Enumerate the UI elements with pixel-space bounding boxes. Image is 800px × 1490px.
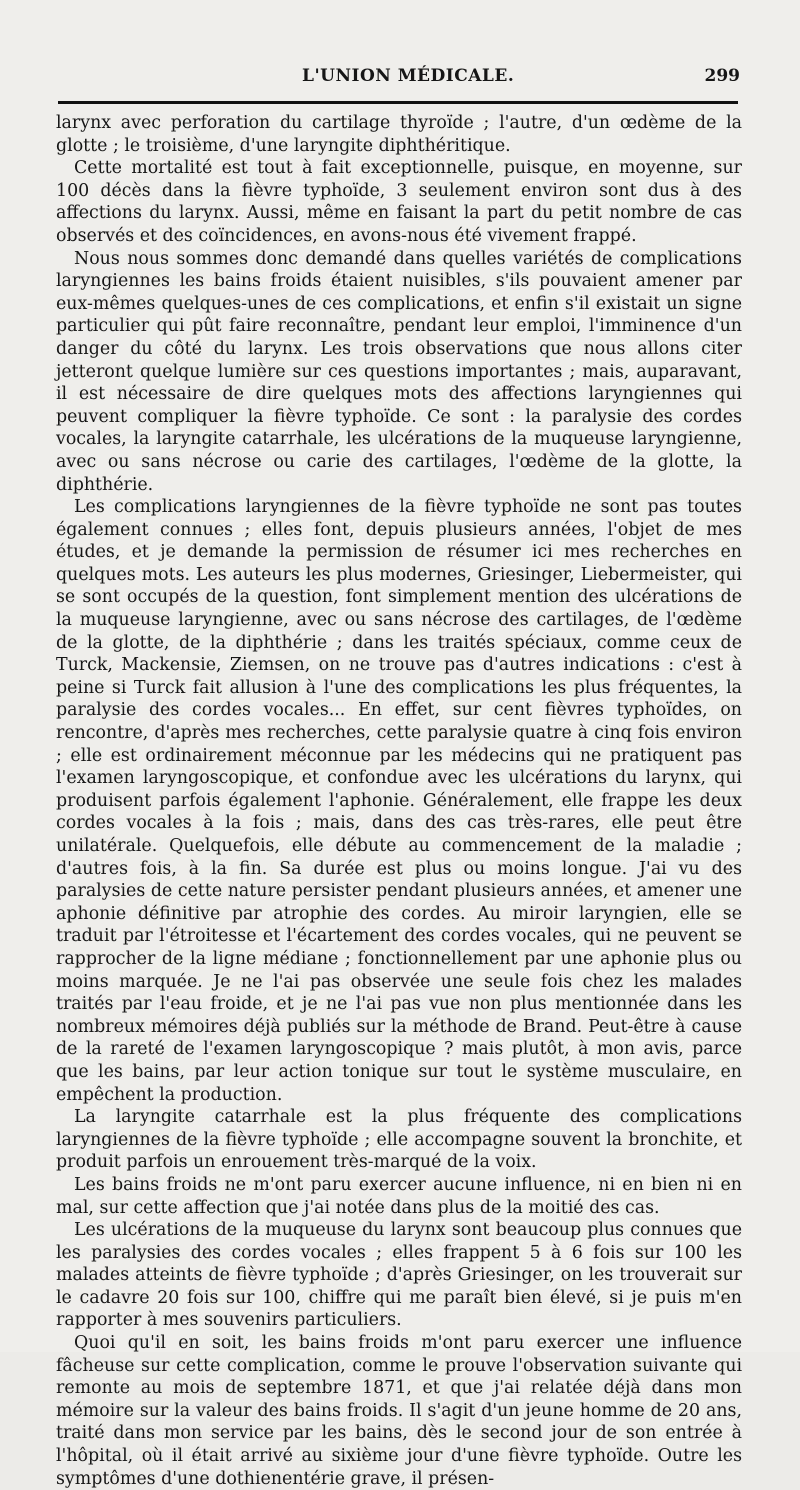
header-rule — [58, 101, 738, 104]
page-number: 299 — [704, 66, 740, 86]
paragraph: La laryngite catarrhale est la plus fréquente des complications laryngiennes de la fièvre typhoïde ; elle accompagne souvent la bronchite, et produit parfois un enrouement très-marqué de la voix. — [56, 1107, 742, 1173]
paragraph: Les bains froids ne m'ont paru exercer aucune influence, ni en bien ni en mal, sur cette affection que j'ai notée dans plus de la moitié des cas. — [56, 1174, 742, 1218]
paragraph: Les ulcérations de la muqueuse du larynx sont beaucoup plus connues que les paralysies des cordes vocales ; elles frappent 5 à 6 fois sur 100 les malades atteints de fièvre typhoïde ; d'après Griesinger, on les trouverait sur le cadavre 20 fois sur 100, chiffre qui me paraît bien élevé, si je puis m'en rapporter à mes souvenirs particuliers. — [56, 1220, 742, 1331]
paragraph: larynx avec perforation du cartilage thyroïde ; l'autre, d'un œdème de la glotte ; le troisième, d'une laryngite diphthéritique. — [56, 113, 742, 156]
paragraph: Quoi qu'il en soit, les bains froids m'ont paru exercer une influence fâcheuse sur cette complication, comme le prouve l'observation suivante qui remonte au mois de septembre 1871, et que j'ai relatée déjà dans mon mémoire sur la valeur des bains froids. Il s'agit d'un jeune homme de 20 ans, traité dans mon service par les bains, dès le second jour de son entrée à l'hôpital, où il était arrivé au sixième jour d'une fièvre typhoïde. Outre les symptômes d'une dothienentérie grave, il présen- — [56, 1333, 742, 1489]
page-header — [0, 66, 800, 96]
body-text — [56, 112, 742, 1490]
paragraph: Les complications laryngiennes de la fièvre typhoïde ne sont pas toutes également connues ; elles font, depuis plusieurs années, l'objet de mes études, et je demande la permission de résumer ici mes recherches en quelques mots. Les auteurs les plus modernes, Griesinger, Liebermeister, qui se sont occupés de la question, font simplement mention des ulcérations de la muqueuse laryngienne, avec ou sans nécrose des cartilages, de l'œdème de la glotte, de la diphthérie ; dans les traités spéciaux, comme ceux de Turck, Mackensie, Ziemsen, on ne trouve pas d'autres indications : c'est à peine si Turck fait allusion à l'une des complications les plus fréquentes, la paralysie des cordes vocales... En effet, sur cent fièvres typhoïdes, on rencontre, d'après mes recherches, cette paralysie quatre à cinq fois environ ; elle est ordinairement méconnue par les médecins qui ne pratiquent pas l'examen laryngoscopique, et confondue avec les ulcérations du larynx, qui produisent parfois également l'aphonie. Généralement, elle frappe les deux cordes vocales à la fois ; mais, dans des cas très-rares, elle peut être unilatérale. Quelquefois, elle débute au commencement de la maladie ; d'autres fois, à la fin. Sa durée est plus ou moins longue. J'ai vu des paralysies de cette nature persister pendant plusieurs années, et amener une aphonie définitive par atrophie des cordes. Au miroir laryngien, elle se traduit par l'étroitesse et l'écartement des cordes vocales, qui ne peuvent se rapprocher de la ligne médiane ; fonctionnellement par une aphonie plus ou moins marquée. Je ne l'ai pas observée une seule fois chez les malades traités par l'eau froide, et je ne l'ai pas vue non plus mentionnée dans les nombreux mémoires déjà publiés sur la méthode de Brand. Peut-être à cause de la rareté de l'examen laryngoscopique ? mais plutôt, à mon avis, parce que les bains, par leur action tonique sur tout le système musculaire, en empêchent la production. — [56, 497, 742, 1105]
running-title: L'UNION MÉDICALE. — [302, 66, 515, 86]
paragraph: Cette mortalité est tout à fait exceptionnelle, puisque, en moyenne, sur 100 décès dans la fièvre typhoïde, 3 seulement environ sont dus à des affections du larynx. Aussi, même en faisant la part du petit nombre de cas observés et des coïncidences, en avons-nous été vivement frappé. — [56, 158, 742, 246]
paragraph: Nous nous sommes donc demandé dans quelles variétés de complications laryngiennes les bains froids étaient nuisibles, s'ils pouvaient amener par eux-mêmes quelques-unes de ces complications, et enfin s'il existait un signe particulier qui pût faire reconnaître, pendant leur emploi, l'imminence d'un danger du côté du larynx. Les trois observations que nous allons citer jetteront quelque lumière sur ces questions importantes ; mais, auparavant, il est nécessaire de dire quelques mots des affections laryngiennes qui peuvent compliquer la fièvre typhoïde. Ce sont : la paralysie des cordes vocales, la laryngite catarrhale, les ulcérations de la muqueuse laryngienne, avec ou sans nécrose ou carie des cartilages, l'œdème de la glotte, la diphthérie. — [56, 248, 742, 495]
